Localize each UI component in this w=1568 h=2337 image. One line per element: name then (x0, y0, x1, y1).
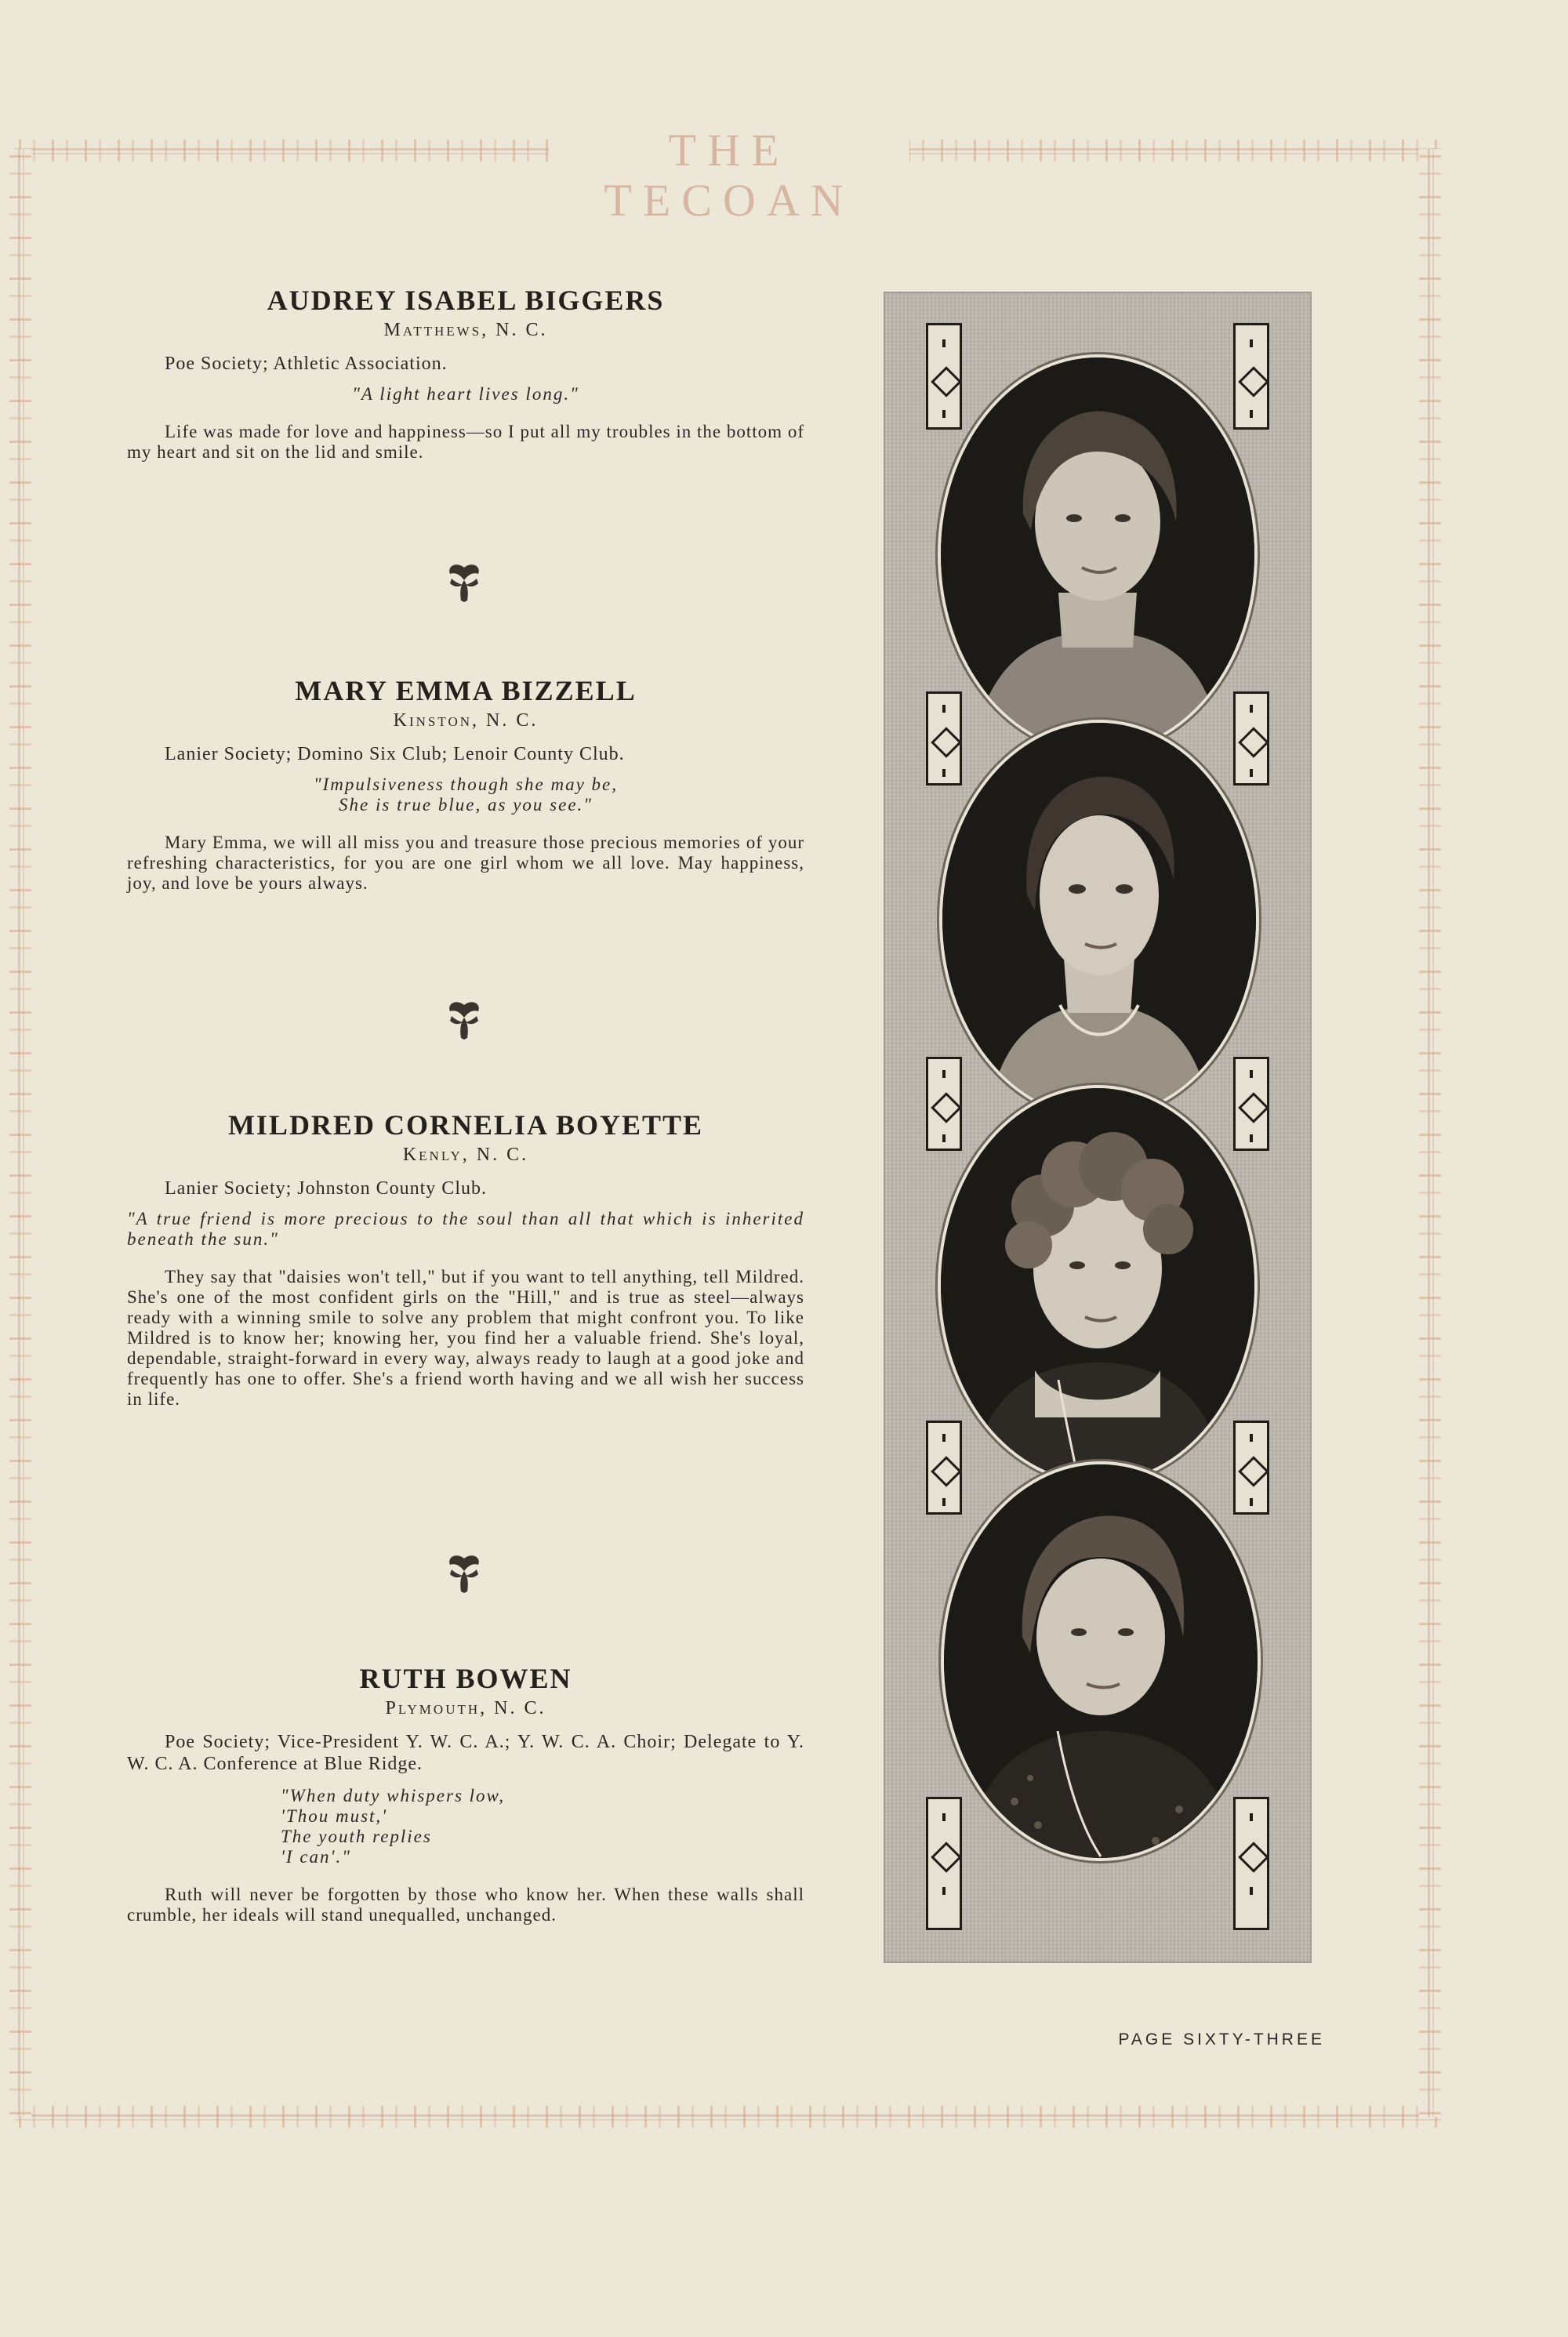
student-hometown: Kinston, N. C. (393, 710, 539, 731)
portrait-frame (941, 1461, 1261, 1861)
page-number: PAGE SIXTY-THREE (1118, 2030, 1325, 2049)
student-description: Mary Emma, we will all miss you and treasure those precious memories of your refreshing characteristics, for you are one girl whom we all love. May happiness, joy, and love be yours always. (127, 833, 804, 893)
panel-decoration (926, 1421, 962, 1515)
diamond-icon (1238, 1456, 1269, 1487)
tick-mark (942, 1434, 946, 1442)
panel-decoration (1233, 323, 1269, 430)
student-quote: "A light heart lives long." (352, 384, 579, 404)
student-name: RUTH BOWEN (359, 1663, 572, 1694)
student-quote-line: "Impulsiveness though she may be, (313, 775, 618, 794)
diamond-icon (1238, 1092, 1269, 1123)
student-entry (127, 1662, 804, 1925)
portrait-frame (938, 354, 1258, 754)
panel-decoration (1233, 1057, 1269, 1151)
diamond-icon (931, 727, 962, 758)
left-border-decoration (9, 149, 31, 2117)
portrait-photo (941, 357, 1254, 751)
student-entry (127, 284, 804, 463)
portrait-frame (939, 720, 1259, 1120)
student-name: MILDRED CORNELIA BOYETTE (227, 1109, 704, 1141)
tick-mark (942, 705, 946, 713)
student-description: Ruth will never be forgotten by those who know her. When these walls shall crumble, her ideals will stand unequalled, unchanged. (127, 1885, 804, 1925)
floral-ornament-icon (441, 999, 488, 1043)
tick-mark (1250, 1813, 1253, 1821)
portrait-photo (942, 723, 1256, 1116)
student-entry (127, 1109, 804, 1410)
panel-decoration (926, 323, 962, 430)
student-quote-line: 'Thou must,' (281, 1806, 388, 1826)
student-description: Life was made for love and happiness—so I put all my troubles in the bottom of my heart and sit on the lid and smile. (127, 422, 804, 462)
portrait-panel (884, 292, 1312, 1963)
diamond-icon (931, 366, 962, 397)
tick-mark (1250, 1434, 1253, 1442)
tick-mark (1250, 1498, 1253, 1506)
portrait-frame (938, 1085, 1258, 1485)
student-name: AUDREY ISABEL BIGGERS (267, 285, 665, 316)
panel-decoration (1233, 1421, 1269, 1515)
student-hometown: Matthews, N. C. (383, 320, 548, 340)
tick-mark (1250, 1134, 1253, 1142)
student-entry (127, 674, 804, 894)
portrait-photo (941, 1088, 1254, 1482)
student-description: They say that "daisies won't tell," but if you want to tell anything, tell Mildred. She's one of the most confident girls on the "Hill," and is true as steel—always ready with a winning smile to solve any problem that might confront you. To like Mildred is to know her; knowing her, you find her a valuable friend. She's loyal, dependable, straight-forward in every way, always ready to laugh at a good joke and frequently has one to offer. She's a friend worth having and we all wish her success in life. (127, 1267, 804, 1409)
running-header: THE TECOAN (549, 125, 909, 176)
diamond-icon (931, 1456, 962, 1487)
tick-mark (942, 339, 946, 347)
bottom-border-decoration (14, 2106, 1441, 2128)
student-hometown: Plymouth, N. C. (385, 1698, 546, 1718)
portrait-photo (944, 1464, 1258, 1858)
tick-mark (942, 769, 946, 777)
student-quote: "A true friend is more precious to the soul than all that which is inherited beneath the sun." (127, 1209, 804, 1249)
tick-mark (1250, 769, 1253, 777)
student-activities: Lanier Society; Johnston County Club. (165, 1178, 487, 1199)
student-quote-line: The youth replies (281, 1827, 432, 1846)
diamond-icon (1238, 727, 1269, 758)
student-hometown: Kenly, N. C. (402, 1145, 529, 1165)
floral-ornament-icon (441, 1552, 488, 1596)
student-activities: Poe Society; Athletic Association. (165, 354, 448, 374)
student-quote-line: She is true blue, as you see." (339, 795, 593, 815)
tick-mark (1250, 1070, 1253, 1078)
tick-mark (1250, 339, 1253, 347)
diamond-icon (931, 1842, 962, 1873)
panel-decoration (1233, 691, 1269, 786)
panel-decoration (926, 691, 962, 786)
tick-mark (1250, 705, 1253, 713)
tick-mark (1250, 1887, 1253, 1895)
student-name: MARY EMMA BIZZELL (295, 675, 637, 706)
tick-mark (942, 1813, 946, 1821)
diamond-icon (1238, 366, 1269, 397)
tick-mark (942, 410, 946, 418)
student-quote-line: "When duty whispers low, (281, 1786, 505, 1805)
panel-decoration (1233, 1797, 1269, 1930)
tick-mark (942, 1134, 946, 1142)
right-border-decoration (1419, 149, 1441, 2117)
diamond-icon (1238, 1842, 1269, 1873)
diamond-icon (931, 1092, 962, 1123)
tick-mark (1250, 410, 1253, 418)
floral-ornament-icon (441, 561, 488, 605)
student-quote-line: 'I can'." (281, 1847, 351, 1867)
panel-decoration (926, 1057, 962, 1151)
tick-mark (942, 1070, 946, 1078)
tick-mark (942, 1887, 946, 1895)
panel-decoration (926, 1797, 962, 1930)
student-activities: Poe Society; Vice-President Y. W. C. A.; Y. W. C. A. Choir; Delegate to Y. W. C. A. Conference at Blue Ridge. (127, 1732, 804, 1774)
tick-mark (942, 1498, 946, 1506)
student-activities: Lanier Society; Domino Six Club; Lenoir County Club. (165, 744, 625, 764)
